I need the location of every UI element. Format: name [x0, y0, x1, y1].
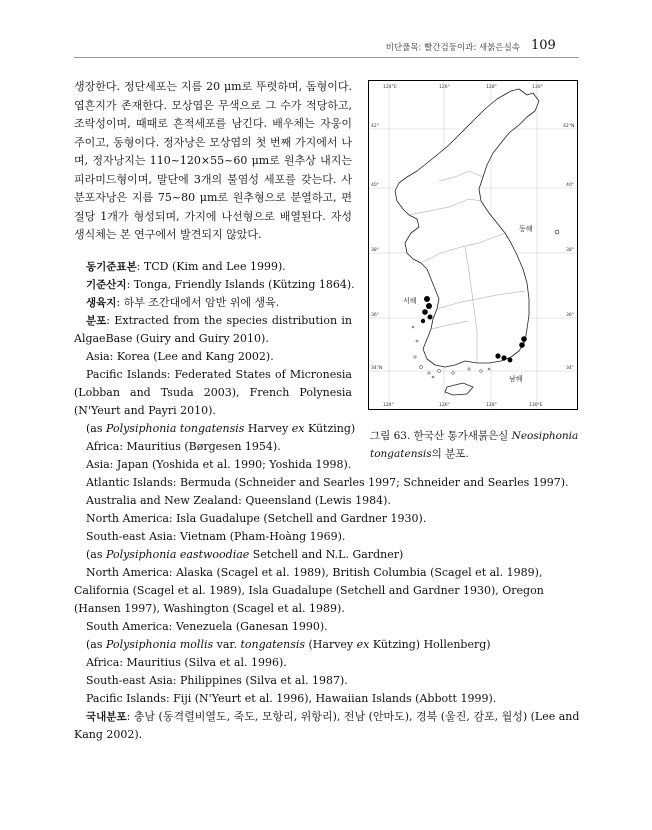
entry-text: Tonga, Friendly Islands (Kützing 1864). — [133, 278, 355, 291]
page-number: 109 — [531, 38, 556, 53]
lon-label: 128° — [486, 403, 497, 408]
species-details — [74, 258, 584, 744]
header-rule — [74, 57, 579, 58]
lon-label: 130°E — [529, 403, 543, 408]
lon-label: 124° — [383, 403, 394, 408]
entry-distribution: 분포: Extracted from the species distribution in AlgaeBase (Guiry and Guiry 2010). — [74, 314, 352, 345]
entry-text: 충남 (동격렬비열도, 죽도, 모항리, 위항리), 전남 (안마도), 경북 (울진, 감포, 월성) (Lee and Kang 2002). — [74, 710, 580, 741]
caption-text: 의 분포. — [431, 448, 469, 460]
lon-label: 124°E — [383, 85, 397, 90]
sea-label-east: 동해 — [519, 225, 533, 233]
lat-label: 42° — [371, 124, 379, 129]
entry-basionym: 동기준표본: TCD (Kim and Lee 1999). — [86, 260, 286, 273]
distribution-line: Pacific Islands: Fiji (N'Yeurt et al. 1996), Hawaiian Islands (Abbott 1999). — [86, 692, 497, 705]
entry-domestic-distribution: 국내분포: 충남 (동격렬비열도, 죽도, 모항리, 위항리), 전남 (안마도), 경북 (울진, 감포, 월성) (Lee and Kang 2002). — [74, 710, 580, 741]
distribution-line: South-east Asia: Vietnam (Pham-Hoàng 1969). — [86, 530, 346, 543]
synonym-line: (as Polysiphonia mollis var. tongatensis (Harvey ex Kützing) Hollenberg) — [86, 638, 491, 651]
intro-paragraph: 생장한다. 정단세포는 지름 20 μm로 뚜렷하며, 돔형이다. 엽흔지가 존재한다. 모상엽은 무색으로 그 수가 적당하고, 조락성이며, 때때로 흔적세포를 남긴다. 배우체는 자웅이주이고, 동형이다. 정자낭은 모상엽의 첫 번째 가지에서 나며, 정자낭지는 110~120×55~60 μm로 원추상 내지는 피라미드형이며, 말단에 3개의 불염성 세포를 갖는다. 사분포자낭은 지름 75~80 μm로 원추형으로 분열하고, 편절당 1개가 형성되며, 가지에 나선형으로 배열된다. 자성 생식체는 본 연구에서 발견되지 않았다. — [74, 80, 352, 241]
synonym-line: (as Polysiphonia eastwoodiae Setchell and N.L. Gardner) — [86, 548, 404, 561]
distribution-line: Africa: Mauritius (Silva et al. 1996). — [86, 656, 287, 669]
entry-text: Extracted from the species distribution in AlgaeBase (Guiry and Guiry 2010). — [74, 314, 352, 345]
entry-label: 분포 — [86, 315, 107, 327]
distribution-line: Asia: Japan (Yoshida et al. 1990; Yoshida 1998). — [86, 458, 352, 471]
entry-habitat: 생육지: 하부 조간대에서 암반 위에 생육. — [86, 296, 280, 309]
sea-label-south: 남해 — [509, 375, 523, 383]
lon-label: 126° — [439, 85, 450, 90]
distribution-line: North America: Alaska (Scagel et al. 1989), British Columbia (Scagel et al. 1989), California (Scagel et al. 1989), Isla Guadalupe (Setchell and Gardner 1930), Oregon (Hansen 1997), Washington (Scagel et al. 1989). — [74, 566, 544, 615]
lon-label: 126° — [439, 403, 450, 408]
running-title: 비단풀목: 빨간검둥이과: 새붉은실속 — [385, 43, 520, 53]
synonym-line: (as Polysiphonia tongatensis Harvey ex Kützing) — [86, 422, 356, 435]
lat-label: 34° — [566, 366, 574, 371]
lon-label: 130° — [532, 85, 543, 90]
entry-label: 동기준표본 — [86, 261, 137, 273]
distribution-line: North America: Isla Guadalupe (Setchell and Gardner 1930). — [86, 512, 427, 525]
distribution-line: Australia and New Zealand: Queensland (Lewis 1984). — [86, 494, 391, 507]
lat-label: 38° — [371, 248, 379, 253]
entry-text: TCD (Kim and Lee 1999). — [143, 260, 286, 273]
lat-label: 38° — [566, 248, 574, 253]
distribution-line: Africa: Mauritius (Børgesen 1954). — [86, 440, 281, 453]
distribution-line: Asia: Korea (Lee and Kang 2002). — [86, 350, 274, 363]
ulleung-island — [555, 230, 559, 234]
entry-label: 국내분포 — [86, 711, 127, 723]
entry-label: 생육지 — [86, 297, 117, 309]
lat-label: 42°N — [563, 124, 575, 129]
distribution-line: Pacific Islands: Federated States of Micronesia (Lobban and Tsuda 2003), French Polynesia (N'Yeurt and Payri 2010). — [74, 368, 352, 417]
lat-label: 40° — [371, 183, 379, 188]
caption-text: 그림 63. 한국산 통가새붉은실 — [370, 430, 512, 442]
lat-label: 36° — [371, 313, 379, 318]
caption-species: Neosiphonia tongatensis — [370, 430, 579, 460]
entry-type-locality: 기준산지: Tonga, Friendly Islands (Kützing 1864). — [86, 278, 355, 291]
entry-label: 기준산지 — [86, 279, 127, 291]
lat-label: 40° — [566, 183, 574, 188]
lat-label: 36° — [566, 313, 574, 318]
distribution-line: Atlantic Islands: Bermuda (Schneider and Searles 1997; Schneider and Searles 1997). — [86, 476, 569, 489]
lat-label: 34°N — [371, 366, 383, 371]
lon-label: 128° — [486, 85, 497, 90]
distribution-line: South-east Asia: Philippines (Silva et al. 1987). — [86, 674, 348, 687]
entry-text: 하부 조간대에서 암반 위에 생육. — [123, 296, 280, 309]
distribution-line: South America: Venezuela (Ganesan 1990). — [86, 620, 328, 633]
sea-label-west: 서해 — [403, 297, 417, 305]
